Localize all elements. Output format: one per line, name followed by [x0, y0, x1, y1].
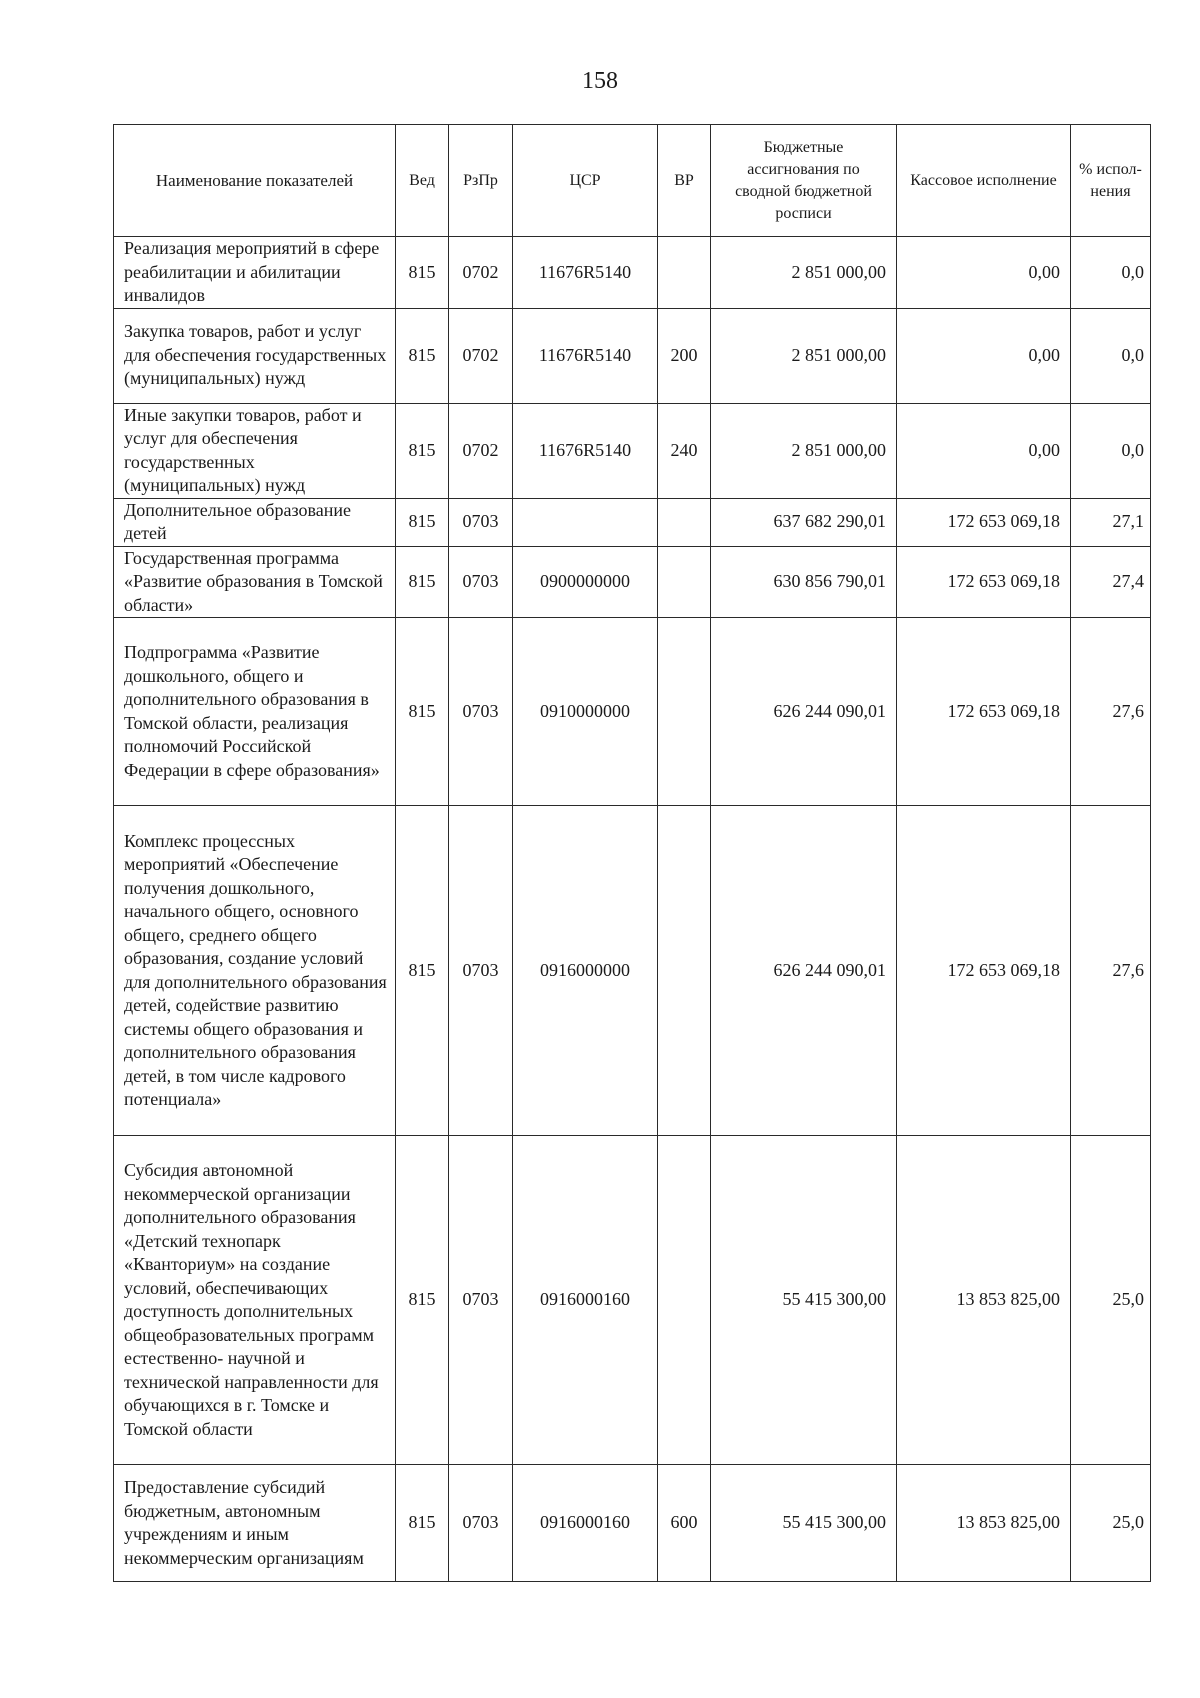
row-name: Предоставление субсидий бюджетным, автономным учреждениям и иным некоммерческим организациям	[114, 1465, 396, 1582]
row-name: Дополнительное образование детей	[114, 498, 396, 546]
row-vr	[658, 237, 711, 309]
header-ved: Вед	[396, 125, 449, 237]
row-name: Государственная программа «Развитие образования в Томской области»	[114, 546, 396, 618]
row-ved: 815	[396, 237, 449, 309]
row-csr: 0900000000	[513, 546, 658, 618]
row-csr: 0916000000	[513, 806, 658, 1136]
row-budget: 55 415 300,00	[711, 1465, 897, 1582]
row-rzpr: 0703	[449, 1136, 513, 1465]
row-ved: 815	[396, 1136, 449, 1465]
row-vr	[658, 498, 711, 546]
table-row	[114, 546, 1151, 618]
row-ved: 815	[396, 498, 449, 546]
table-row	[114, 618, 1151, 806]
row-percent: 0,0	[1071, 237, 1151, 309]
row-csr: 11676R5140	[513, 237, 658, 309]
header-percent: % испол- нения	[1071, 125, 1151, 237]
header-cash: Кассовое исполнение	[897, 125, 1071, 237]
row-percent: 27,4	[1071, 546, 1151, 618]
header-rzpr: РзПр	[449, 125, 513, 237]
row-percent: 27,6	[1071, 806, 1151, 1136]
row-vr: 200	[658, 308, 711, 403]
row-cash: 13 853 825,00	[897, 1465, 1071, 1582]
row-percent: 27,6	[1071, 618, 1151, 806]
row-vr	[658, 618, 711, 806]
row-csr	[513, 498, 658, 546]
row-percent: 0,0	[1071, 403, 1151, 498]
row-csr: 11676R5140	[513, 308, 658, 403]
row-rzpr: 0703	[449, 1465, 513, 1582]
row-ved: 815	[396, 403, 449, 498]
row-cash: 0,00	[897, 403, 1071, 498]
row-name: Субсидия автономной некоммерческой организации дополнительного образования «Детский технопарк «Кванториум» на создание условий, обеспечивающих доступность дополнительных общеобразовательных программ естественно- научной и технической направленности для обучающихся в г. Томске и Томской области	[114, 1136, 396, 1465]
row-budget: 626 244 090,01	[711, 806, 897, 1136]
row-ved: 815	[396, 806, 449, 1136]
row-cash: 172 653 069,18	[897, 498, 1071, 546]
row-ved: 815	[396, 618, 449, 806]
table-row	[114, 237, 1151, 309]
row-name: Закупка товаров, работ и услуг для обеспечения государственных (муниципальных) нужд	[114, 308, 396, 403]
header-budget: Бюджетные ассигнования по сводной бюджетной росписи	[711, 125, 897, 237]
row-cash: 172 653 069,18	[897, 618, 1071, 806]
header-row	[114, 125, 1151, 237]
table-row	[114, 308, 1151, 403]
row-vr: 600	[658, 1465, 711, 1582]
row-name: Комплекс процессных мероприятий «Обеспечение получения дошкольного, начального общего, основного общего, среднего общего образования, создание условий для дополнительного образования детей, содействие развитию системы общего образования и дополнительного образования детей, в том числе кадрового потенциала»	[114, 806, 396, 1136]
row-budget: 626 244 090,01	[711, 618, 897, 806]
row-cash: 172 653 069,18	[897, 546, 1071, 618]
row-cash: 0,00	[897, 237, 1071, 309]
row-rzpr: 0703	[449, 618, 513, 806]
row-vr	[658, 806, 711, 1136]
row-ved: 815	[396, 1465, 449, 1582]
row-name: Реализация мероприятий в сфере реабилитации и абилитации инвалидов	[114, 237, 396, 309]
row-rzpr: 0703	[449, 498, 513, 546]
row-csr: 11676R5140	[513, 403, 658, 498]
budget-table	[113, 124, 1151, 1582]
page-number: 158	[582, 68, 618, 94]
row-budget: 630 856 790,01	[711, 546, 897, 618]
row-csr: 0910000000	[513, 618, 658, 806]
row-vr: 240	[658, 403, 711, 498]
table-row	[114, 1136, 1151, 1465]
header-name: Наименование показателей	[114, 125, 396, 237]
row-name: Подпрограмма «Развитие дошкольного, общего и дополнительного образования в Томской области, реализация полномочий Российской Федерации в сфере образования»	[114, 618, 396, 806]
row-rzpr: 0703	[449, 806, 513, 1136]
row-percent: 25,0	[1071, 1136, 1151, 1465]
row-ved: 815	[396, 308, 449, 403]
row-percent: 0,0	[1071, 308, 1151, 403]
row-rzpr: 0703	[449, 546, 513, 618]
row-rzpr: 0702	[449, 403, 513, 498]
row-rzpr: 0702	[449, 308, 513, 403]
row-csr: 0916000160	[513, 1136, 658, 1465]
header-vr: ВР	[658, 125, 711, 237]
row-cash: 172 653 069,18	[897, 806, 1071, 1136]
table-row	[114, 403, 1151, 498]
table-row	[114, 1465, 1151, 1582]
row-name: Иные закупки товаров, работ и услуг для обеспечения государственных (муниципальных) нужд	[114, 403, 396, 498]
row-percent: 25,0	[1071, 1465, 1151, 1582]
header-csr: ЦСР	[513, 125, 658, 237]
row-budget: 2 851 000,00	[711, 403, 897, 498]
row-percent: 27,1	[1071, 498, 1151, 546]
row-budget: 2 851 000,00	[711, 308, 897, 403]
row-vr	[658, 546, 711, 618]
row-cash: 0,00	[897, 308, 1071, 403]
row-rzpr: 0702	[449, 237, 513, 309]
row-csr: 0916000160	[513, 1465, 658, 1582]
row-cash: 13 853 825,00	[897, 1136, 1071, 1465]
row-budget: 637 682 290,01	[711, 498, 897, 546]
row-ved: 815	[396, 546, 449, 618]
row-vr	[658, 1136, 711, 1465]
row-budget: 2 851 000,00	[711, 237, 897, 309]
table-row	[114, 806, 1151, 1136]
table-row	[114, 498, 1151, 546]
row-budget: 55 415 300,00	[711, 1136, 897, 1465]
